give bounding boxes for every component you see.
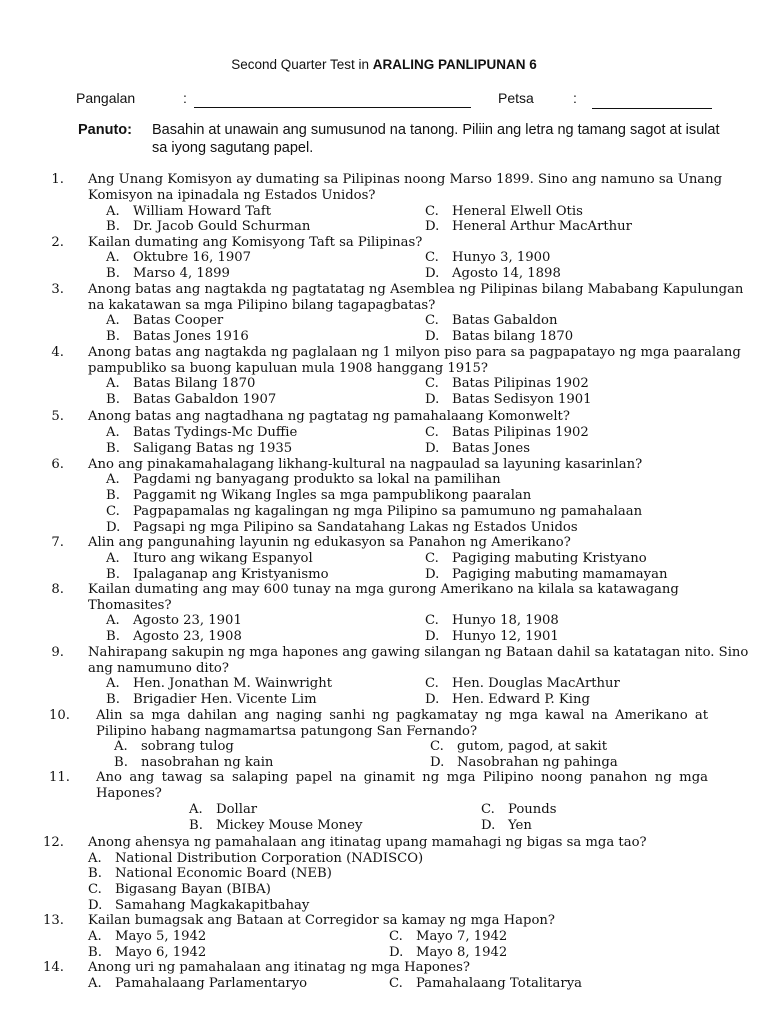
question-text: Kailan dumating ang may 600 tunay na mga gurong Amerikano na kilala sa katawagang Thomasites?	[88, 582, 679, 613]
question-number: 1.	[51, 172, 64, 187]
date-field[interactable]	[592, 108, 712, 109]
option-c[interactable]: C. Bigasang Bayan (BIBA)	[88, 882, 271, 897]
question-number: 5.	[51, 409, 64, 424]
question-number: 13.	[43, 913, 64, 928]
question-number: 12.	[43, 835, 64, 850]
option-a[interactable]: A. Pagdami ng banyagang produkto sa lokal na pamilihan	[106, 472, 501, 487]
question-number: 7.	[51, 535, 64, 550]
option-d[interactable]: D. Hen. Edward P. King	[425, 692, 590, 707]
option-c[interactable]: C. Batas Pilipinas 1902	[425, 425, 589, 440]
question-number: 4.	[51, 345, 64, 360]
option-c[interactable]: C. Pagpapamalas ng kagalingan ng mga Pilipino sa pamumuno ng pamahalaan	[106, 504, 643, 519]
question-number: 9.	[51, 645, 64, 660]
option-c[interactable]: C. Hen. Douglas MacArthur	[425, 676, 620, 691]
option-c[interactable]: C. Batas Pilipinas 1902	[425, 376, 589, 391]
option-b[interactable]: B. nasobrahan ng kain	[114, 755, 274, 770]
option-a[interactable]: A. Batas Tydings-Mc Duffie	[106, 425, 298, 440]
question-number: 11.	[49, 770, 70, 785]
question-text: Anong batas ang nagtadhana ng pagtatag ng pamahalaang Komonwelt?	[88, 409, 570, 424]
option-d[interactable]: D. Batas bilang 1870	[425, 329, 574, 344]
option-b[interactable]: B. Saligang Batas ng 1935	[106, 441, 293, 456]
question-text: Alin ang pangunahing layunin ng edukasyon sa Panahon ng Amerikano?	[88, 535, 571, 550]
question-number: 10.	[49, 708, 70, 723]
option-a[interactable]: A. Pamahalaang Parlamentaryo	[88, 976, 308, 991]
option-c[interactable]: C. Heneral Elwell Otis	[425, 204, 583, 219]
option-a[interactable]: A. William Howard Taft	[106, 204, 272, 219]
option-b[interactable]: B. Batas Gabaldon 1907	[106, 392, 277, 407]
option-d[interactable]: D. Mayo 8, 1942	[389, 945, 508, 960]
option-a[interactable]: A. National Distribution Corporation (NADISCO)	[88, 851, 424, 866]
question-text: Kailan dumating ang Komisyong Taft sa Pilipinas?	[88, 235, 423, 250]
name-colon: :	[183, 90, 187, 106]
option-d[interactable]: D. Hunyo 12, 1901	[425, 629, 559, 644]
option-a[interactable]: A. Batas Bilang 1870	[106, 376, 256, 391]
option-c[interactable]: C. Hunyo 18, 1908	[425, 613, 559, 628]
option-c[interactable]: C. Pagiging mabuting Kristyano	[425, 551, 647, 566]
question-number: 14.	[43, 960, 64, 975]
question-text: Anong ahensya ng pamahalaan ang itinatag upang mamahagi ng bigas sa mga tao?	[88, 835, 647, 850]
question-text: Alin sa mga dahilan ang naging sanhi ng pagkamatay ng mga kawal na Amerikano at Pilipino habang nagmamartsa patungong San Fernando?	[96, 708, 708, 739]
option-a[interactable]: A. sobrang tulog	[114, 739, 234, 754]
name-label: Pangalan	[76, 90, 136, 106]
question-number: 6.	[51, 457, 64, 472]
date-colon: :	[573, 90, 577, 106]
question-number: 2.	[51, 235, 64, 250]
option-d[interactable]: D. Pagiging mabuting mamamayan	[425, 567, 668, 582]
option-c[interactable]: C. gutom, pagod, at sakit	[430, 739, 608, 754]
option-a[interactable]: A. Dollar	[189, 802, 258, 817]
option-b[interactable]: B. Ipalaganap ang Kristyanismo	[106, 567, 329, 582]
question-text: Ano ang pinakamahalagang likhang-kultural na nagpaulad sa layuning kasarinlan?	[88, 457, 643, 472]
option-d[interactable]: D. Nasobrahan ng pahinga	[430, 755, 618, 770]
instructions-label: Panuto:	[78, 122, 132, 138]
option-a[interactable]: A. Mayo 5, 1942	[88, 929, 207, 944]
option-a[interactable]: A. Oktubre 16, 1907	[106, 250, 252, 265]
option-c[interactable]: C. Pounds	[481, 802, 557, 817]
option-b[interactable]: B. Marso 4, 1899	[106, 266, 230, 281]
option-b[interactable]: B. National Economic Board (NEB)	[88, 866, 332, 881]
option-c[interactable]: C. Hunyo 3, 1900	[425, 250, 551, 265]
name-field[interactable]	[194, 107, 471, 108]
option-b[interactable]: B. Agosto 23, 1908	[106, 629, 242, 644]
question-number: 3.	[51, 282, 64, 297]
title-subject: ARALING PANLIPUNAN 6	[372, 57, 537, 72]
option-c[interactable]: C. Pamahalaang Totalitarya	[389, 976, 583, 991]
option-d[interactable]: D. Samahang Magkakapitbahay	[88, 898, 310, 913]
option-a[interactable]: A. Ituro ang wikang Espanyol	[106, 551, 313, 566]
question-text: Anong batas ang nagtakda ng paglalaan ng 1 milyon piso para sa pagpapatayo ng mga paaralang pampubliko sa buong kapuluan mula 1908 hanggang 1915?	[88, 345, 741, 376]
question-text: Ano ang tawag sa salaping papel na ginamit ng mga Pilipino noong panahon ng mga Hapones?	[96, 770, 708, 801]
date-label: Petsa	[498, 90, 534, 106]
option-d[interactable]: D. Batas Sedisyon 1901	[425, 392, 592, 407]
option-a[interactable]: A. Agosto 23, 1901	[106, 613, 242, 628]
option-d[interactable]: D. Agosto 14, 1898	[425, 266, 561, 281]
option-b[interactable]: B. Batas Jones 1916	[106, 329, 249, 344]
option-b[interactable]: B. Mayo 6, 1942	[88, 945, 207, 960]
question-text: Nahirapang sakupin ng mga hapones ang gawing silangan ng Bataan dahil sa katatagan nito. Sino ang namumuno dito?	[88, 645, 749, 676]
option-b[interactable]: B. Mickey Mouse Money	[189, 818, 363, 833]
option-a[interactable]: A. Hen. Jonathan M. Wainwright	[106, 676, 333, 691]
option-d[interactable]: D. Pagsapi ng mga Pilipino sa Sandatahang Lakas ng Estados Unidos	[106, 520, 578, 535]
question-text: Ang Unang Komisyon ay dumating sa Pilipinas noong Marso 1899. Sino ang namuno sa Unang Komisyon na ipinadala ng Estados Unidos?	[88, 172, 723, 203]
option-c[interactable]: C. Batas Gabaldon	[425, 313, 558, 328]
title-prefix: Second Quarter Test in	[231, 57, 373, 72]
option-b[interactable]: B. Paggamit ng Wikang Ingles sa mga pampublikong paaralan	[106, 488, 532, 503]
question-text: Anong uri ng pamahalaan ang itinatag ng mga Hapones?	[88, 960, 470, 975]
option-b[interactable]: B. Brigadier Hen. Vicente Lim	[106, 692, 317, 707]
option-d[interactable]: D. Batas Jones	[425, 441, 530, 456]
question-text: Kailan bumagsak ang Bataan at Corregidor sa kamay ng mga Hapon?	[88, 913, 555, 928]
option-d[interactable]: D. Yen	[481, 818, 532, 833]
option-c[interactable]: C. Mayo 7, 1942	[389, 929, 508, 944]
test-title	[0, 57, 768, 72]
option-d[interactable]: D. Heneral Arthur MacArthur	[425, 219, 632, 234]
option-a[interactable]: A. Batas Cooper	[106, 313, 224, 328]
question-number: 8.	[51, 582, 64, 597]
option-b[interactable]: B. Dr. Jacob Gould Schurman	[106, 219, 311, 234]
instructions-text: Basahin at unawain ang sumusunod na tanong. Piliin ang letra ng tamang sagot at isulat sa iyong sagutang papel.	[152, 122, 720, 156]
question-text: Anong batas ang nagtakda ng pagtatatag ng Asemblea ng Pilipinas bilang Mababang Kapulungan na kakatawan sa mga Pilipino bilang tagapagbatas?	[88, 282, 744, 313]
